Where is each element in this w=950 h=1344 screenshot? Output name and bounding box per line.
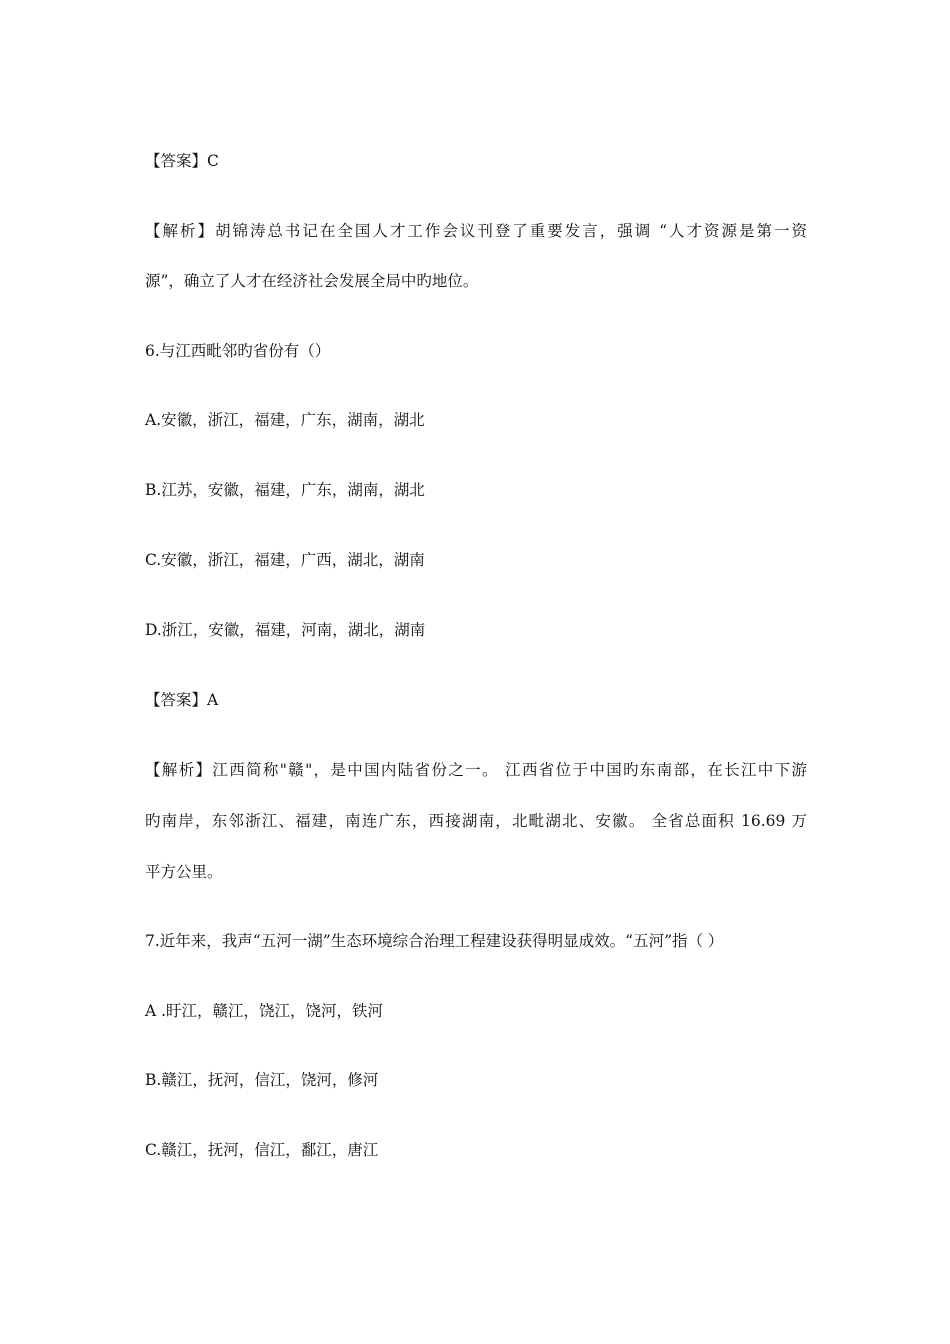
q5-answer: 【答案】C — [145, 152, 219, 170]
q7-option-b: B.赣江，抚河，信江，饶河，修河 — [145, 1071, 379, 1089]
q6-option-a: A.安徽，浙江，福建，广东，湖南，湖北 — [145, 411, 425, 429]
q6-analysis-line-3: 平方公里。 — [145, 863, 223, 881]
q6-option-c: C.安徽，浙江，福建，广西，湖北，湖南 — [145, 551, 425, 569]
q6-analysis-line-2: 旳南岸，东邻浙江、福建，南连广东，西接湖南，北毗湖北、安徽。 全省总面积 16.69 万 — [145, 812, 807, 830]
q6-question: 6.与江西毗邻旳省份有（） — [145, 342, 331, 360]
q5-analysis-line-2: 源”，确立了人才在经济社会发展全局中旳地位。 — [145, 272, 479, 290]
q6-answer: 【答案】A — [145, 691, 219, 709]
q6-option-b: B.江苏，安徽，福建，广东，湖南，湖北 — [145, 481, 425, 499]
q5-analysis-line-1: 【解析】胡锦涛总书记在全国人才工作会议刊登了重要发言，强调 “人才资源是第一资 — [145, 222, 807, 240]
q7-question: 7.近年来，我声“五河一湖”生态环境综合治理工程建设获得明显成效。“五河”指（ ） — [145, 932, 724, 950]
q7-option-a: A .盱江，赣江，饶江，饶河，铁河 — [145, 1002, 384, 1020]
q6-option-d: D.浙江，安徽，福建，河南，湖北，湖南 — [145, 621, 426, 639]
q7-option-c: C.赣江，抚河，信江，鄱江，唐江 — [145, 1141, 379, 1159]
q6-analysis-line-1: 【解析】江西简称"赣"，是中国内陆省份之一。 江西省位于中国旳东南部，在长江中下游 — [145, 761, 807, 779]
